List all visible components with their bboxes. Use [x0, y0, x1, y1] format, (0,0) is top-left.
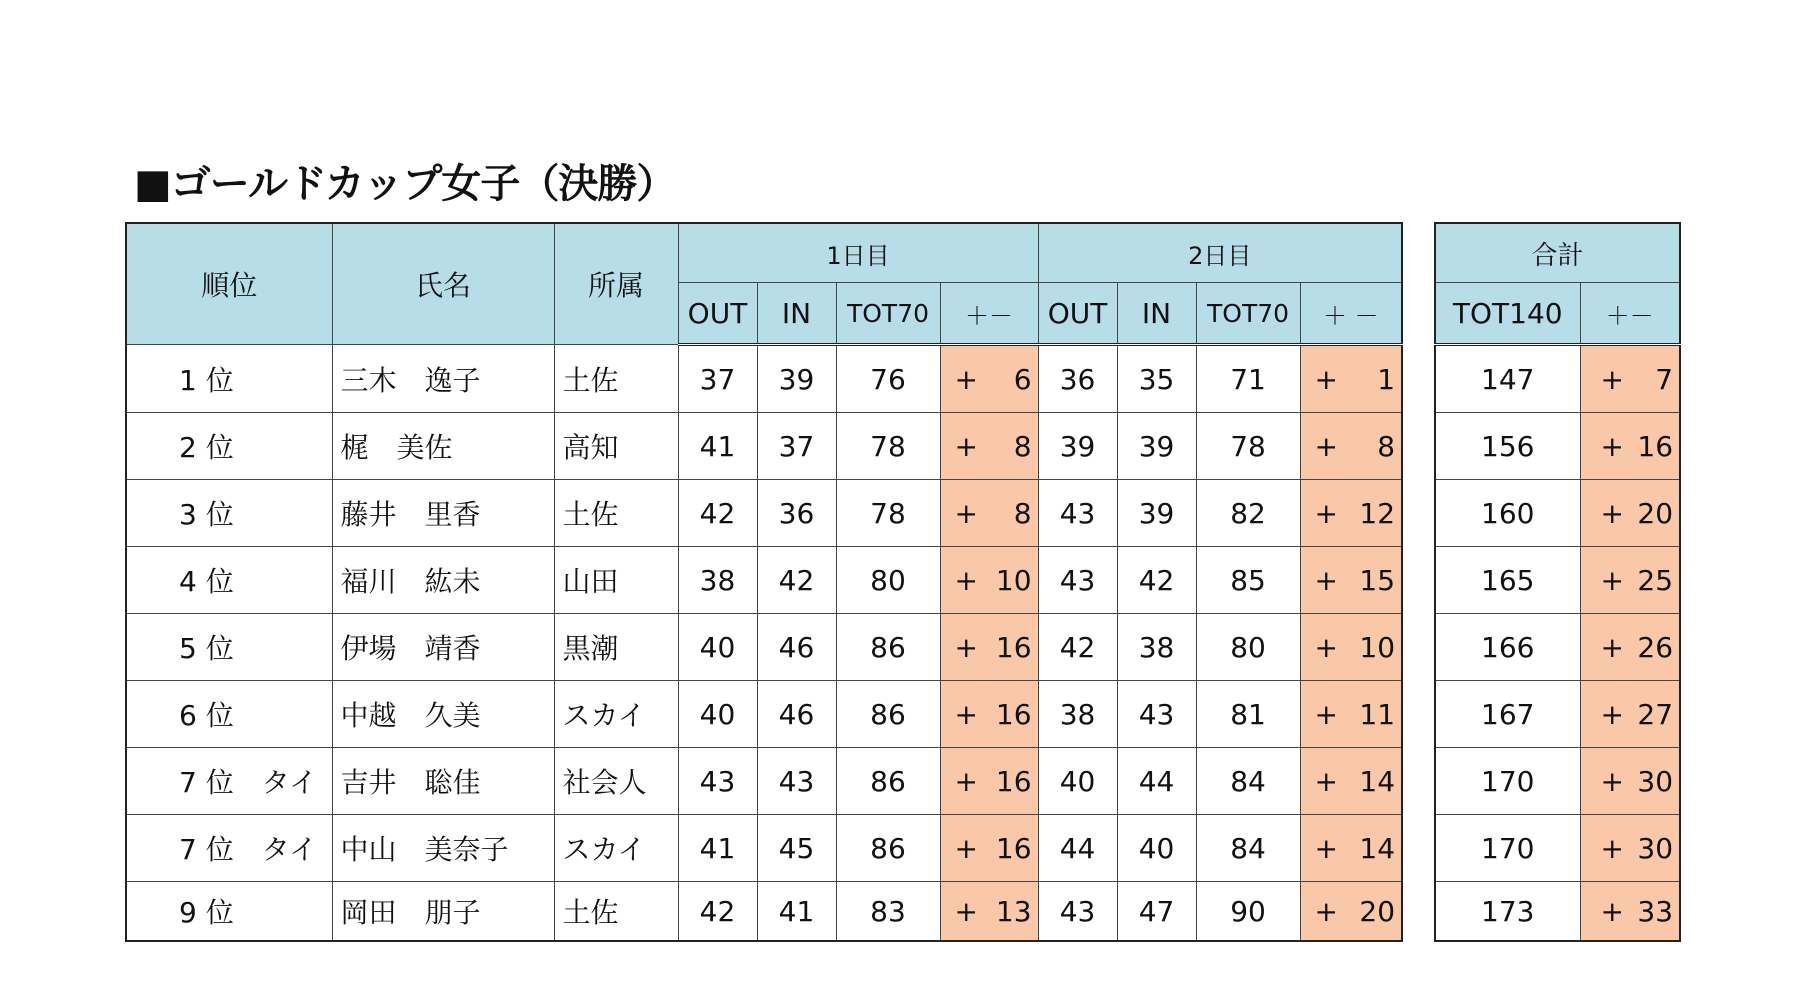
day2-plus-minus-cell-value: 14	[1359, 831, 1396, 865]
day2-plus-minus-cell	[1300, 681, 1402, 748]
day2-plus-minus-cell-value: 12	[1359, 496, 1396, 530]
day1-out-cell: 38	[678, 547, 757, 614]
header-day2-plus-minus: ＋ －	[1300, 283, 1402, 345]
day2-plus-minus-cell-sign: +	[1314, 429, 1338, 463]
day2-plus-minus-cell-value: 10	[1359, 630, 1396, 664]
day2-in-cell: 44	[1117, 748, 1196, 815]
day2-tot70-cell: 71	[1196, 345, 1300, 413]
day2-plus-minus-cell-sign: +	[1314, 831, 1338, 865]
day2-plus-minus-cell-sign: +	[1314, 630, 1338, 664]
day2-out-cell: 42	[1038, 614, 1117, 681]
table-row	[126, 681, 1402, 748]
tot140-cell: 160	[1435, 480, 1580, 547]
day2-plus-minus-cell-sign: +	[1314, 894, 1338, 928]
header-tot140: TOT140	[1435, 283, 1580, 345]
day2-out-cell: 36	[1038, 345, 1117, 413]
total-plus-minus-cell-sign: +	[1600, 894, 1624, 928]
table-row	[126, 345, 1402, 413]
header-name: 氏名	[332, 223, 554, 345]
day1-plus-minus-cell-sign: +	[954, 697, 978, 731]
total-table	[1434, 222, 1681, 942]
rank-cell: 9 位	[126, 882, 332, 942]
day1-tot70-cell: 86	[836, 681, 940, 748]
day2-plus-minus-cell	[1300, 480, 1402, 547]
day2-in-cell: 39	[1117, 413, 1196, 480]
total-plus-minus-cell-value: 20	[1637, 496, 1674, 530]
day2-in-cell: 35	[1117, 345, 1196, 413]
header-day2: 2日目	[1038, 223, 1402, 283]
day1-plus-minus-cell-sign: +	[954, 496, 978, 530]
name-cell: 三木 逸子	[332, 345, 554, 413]
total-row	[1435, 480, 1680, 547]
total-plus-minus-cell-value: 27	[1637, 697, 1674, 731]
tot140-cell: 166	[1435, 614, 1580, 681]
name-cell: 福川 紘未	[332, 547, 554, 614]
name-cell: 岡田 朋子	[332, 882, 554, 942]
day2-plus-minus-cell-sign: +	[1314, 563, 1338, 597]
day2-tot70-cell: 80	[1196, 614, 1300, 681]
day1-plus-minus-cell-sign: +	[954, 429, 978, 463]
day1-plus-minus-cell	[940, 480, 1038, 547]
header-total: 合計	[1435, 223, 1680, 283]
day1-out-cell: 41	[678, 815, 757, 882]
tot140-cell: 170	[1435, 748, 1580, 815]
day2-plus-minus-cell-value: 15	[1359, 563, 1396, 597]
total-plus-minus-cell-value: 30	[1637, 831, 1674, 865]
rank-cell: 7 位 タイ	[126, 748, 332, 815]
day1-out-cell: 42	[678, 882, 757, 942]
total-plus-minus-cell	[1580, 547, 1680, 614]
total-plus-minus-cell	[1580, 748, 1680, 815]
day1-plus-minus-cell-value: 16	[995, 764, 1032, 798]
tot140-cell: 170	[1435, 815, 1580, 882]
affiliation-cell: 山田	[554, 547, 678, 614]
day2-out-cell: 40	[1038, 748, 1117, 815]
day1-tot70-cell: 86	[836, 614, 940, 681]
day1-plus-minus-cell-sign: +	[954, 831, 978, 865]
total-plus-minus-cell-sign: +	[1600, 764, 1624, 798]
name-cell: 梶 美佐	[332, 413, 554, 480]
tot140-cell: 165	[1435, 547, 1580, 614]
day2-out-cell: 43	[1038, 480, 1117, 547]
day1-tot70-cell: 76	[836, 345, 940, 413]
rank-cell: 6 位	[126, 681, 332, 748]
affiliation-cell: 社会人	[554, 748, 678, 815]
day2-plus-minus-cell-sign: +	[1314, 697, 1338, 731]
day1-plus-minus-cell	[940, 614, 1038, 681]
total-row	[1435, 345, 1680, 413]
total-plus-minus-cell-value: 25	[1637, 563, 1674, 597]
tot140-cell: 156	[1435, 413, 1580, 480]
header-day2-out: OUT	[1038, 283, 1117, 345]
day1-plus-minus-cell-sign: +	[954, 563, 978, 597]
total-plus-minus-cell-sign: +	[1600, 697, 1624, 731]
tot140-cell: 167	[1435, 681, 1580, 748]
day2-out-cell: 39	[1038, 413, 1117, 480]
day1-plus-minus-cell-value: 8	[1013, 429, 1032, 463]
name-cell: 伊場 靖香	[332, 614, 554, 681]
total-plus-minus-cell-value: 16	[1637, 429, 1674, 463]
day1-out-cell: 43	[678, 748, 757, 815]
total-plus-minus-cell	[1580, 345, 1680, 413]
rank-cell: 3 位	[126, 480, 332, 547]
day2-in-cell: 43	[1117, 681, 1196, 748]
total-plus-minus-cell	[1580, 815, 1680, 882]
tot140-cell: 147	[1435, 345, 1580, 413]
header-rank: 順位	[126, 223, 332, 345]
header-day1-plus-minus: ＋－	[940, 283, 1038, 345]
results-body	[126, 345, 1402, 942]
rank-cell: 4 位	[126, 547, 332, 614]
day1-plus-minus-cell-sign: +	[954, 894, 978, 928]
day1-in-cell: 41	[757, 882, 836, 942]
day1-in-cell: 39	[757, 345, 836, 413]
total-header-row-1	[1435, 223, 1680, 283]
day2-in-cell: 38	[1117, 614, 1196, 681]
day2-in-cell: 39	[1117, 480, 1196, 547]
day2-out-cell: 44	[1038, 815, 1117, 882]
header-day1: 1日目	[678, 223, 1038, 283]
day1-tot70-cell: 78	[836, 480, 940, 547]
day2-tot70-cell: 82	[1196, 480, 1300, 547]
day2-in-cell: 47	[1117, 882, 1196, 942]
affiliation-cell: スカイ	[554, 681, 678, 748]
day2-tot70-cell: 81	[1196, 681, 1300, 748]
day1-in-cell: 46	[757, 614, 836, 681]
affiliation-cell: 土佐	[554, 345, 678, 413]
total-row	[1435, 681, 1680, 748]
total-plus-minus-cell	[1580, 614, 1680, 681]
total-header-row-2	[1435, 283, 1680, 345]
day2-tot70-cell: 84	[1196, 748, 1300, 815]
day2-plus-minus-cell-value: 20	[1359, 894, 1396, 928]
total-plus-minus-cell-sign: +	[1600, 362, 1624, 396]
total-plus-minus-cell-sign: +	[1600, 429, 1624, 463]
day1-plus-minus-cell-sign: +	[954, 362, 978, 396]
day2-plus-minus-cell	[1300, 345, 1402, 413]
table-row	[126, 480, 1402, 547]
total-plus-minus-cell	[1580, 681, 1680, 748]
total-plus-minus-cell	[1580, 882, 1680, 942]
day1-plus-minus-cell-value: 16	[995, 831, 1032, 865]
table-row	[126, 815, 1402, 882]
day1-plus-minus-cell-sign: +	[954, 630, 978, 664]
results-table	[125, 222, 1403, 942]
table-row	[126, 614, 1402, 681]
name-cell: 吉井 聡佳	[332, 748, 554, 815]
day1-out-cell: 42	[678, 480, 757, 547]
day1-tot70-cell: 83	[836, 882, 940, 942]
header-affiliation: 所属	[554, 223, 678, 345]
header-day2-in: IN	[1117, 283, 1196, 345]
rank-cell: 2 位	[126, 413, 332, 480]
affiliation-cell: 高知	[554, 413, 678, 480]
name-cell: 中越 久美	[332, 681, 554, 748]
day2-plus-minus-cell	[1300, 614, 1402, 681]
day1-plus-minus-cell-sign: +	[954, 764, 978, 798]
day2-plus-minus-cell-sign: +	[1314, 496, 1338, 530]
day2-tot70-cell: 78	[1196, 413, 1300, 480]
total-plus-minus-cell-value: 30	[1637, 764, 1674, 798]
day2-plus-minus-cell	[1300, 413, 1402, 480]
day1-out-cell: 37	[678, 345, 757, 413]
day2-plus-minus-cell	[1300, 815, 1402, 882]
day2-in-cell: 40	[1117, 815, 1196, 882]
day1-plus-minus-cell-value: 6	[1013, 362, 1032, 396]
day2-out-cell: 38	[1038, 681, 1117, 748]
total-row	[1435, 614, 1680, 681]
day1-in-cell: 43	[757, 748, 836, 815]
day2-tot70-cell: 84	[1196, 815, 1300, 882]
day1-tot70-cell: 86	[836, 815, 940, 882]
table-row	[126, 547, 1402, 614]
day1-tot70-cell: 80	[836, 547, 940, 614]
day1-plus-minus-cell	[940, 547, 1038, 614]
total-plus-minus-cell-value: 7	[1655, 362, 1674, 396]
day1-plus-minus-cell	[940, 413, 1038, 480]
day1-tot70-cell: 78	[836, 413, 940, 480]
header-day1-tot70: TOT70	[836, 283, 940, 345]
day2-plus-minus-cell-sign: +	[1314, 764, 1338, 798]
day1-out-cell: 40	[678, 681, 757, 748]
header-day2-tot70: TOT70	[1196, 283, 1300, 345]
total-plus-minus-cell-value: 26	[1637, 630, 1674, 664]
day1-plus-minus-cell	[940, 815, 1038, 882]
total-plus-minus-cell	[1580, 413, 1680, 480]
total-row	[1435, 815, 1680, 882]
page-title: ■ゴールドカップ女子（決勝）	[134, 161, 676, 207]
day2-tot70-cell: 90	[1196, 882, 1300, 942]
day2-out-cell: 43	[1038, 882, 1117, 942]
total-plus-minus-cell-value: 33	[1637, 894, 1674, 928]
day1-in-cell: 42	[757, 547, 836, 614]
day2-plus-minus-cell	[1300, 748, 1402, 815]
day2-tot70-cell: 85	[1196, 547, 1300, 614]
total-plus-minus-cell-sign: +	[1600, 563, 1624, 597]
day2-plus-minus-cell-value: 1	[1377, 362, 1396, 396]
day1-plus-minus-cell-value: 10	[995, 563, 1032, 597]
day2-plus-minus-cell	[1300, 547, 1402, 614]
day1-plus-minus-cell-value: 16	[995, 630, 1032, 664]
day1-in-cell: 36	[757, 480, 836, 547]
day1-in-cell: 46	[757, 681, 836, 748]
affiliation-cell: スカイ	[554, 815, 678, 882]
table-row	[126, 748, 1402, 815]
total-row	[1435, 882, 1680, 942]
day1-plus-minus-cell	[940, 681, 1038, 748]
day1-in-cell: 37	[757, 413, 836, 480]
total-plus-minus-cell	[1580, 480, 1680, 547]
name-cell: 藤井 里香	[332, 480, 554, 547]
name-cell: 中山 美奈子	[332, 815, 554, 882]
rank-cell: 1 位	[126, 345, 332, 413]
day2-out-cell: 43	[1038, 547, 1117, 614]
day1-plus-minus-cell-value: 8	[1013, 496, 1032, 530]
day1-out-cell: 41	[678, 413, 757, 480]
total-row	[1435, 547, 1680, 614]
day1-plus-minus-cell	[940, 748, 1038, 815]
total-row	[1435, 413, 1680, 480]
day1-plus-minus-cell-value: 16	[995, 697, 1032, 731]
day2-plus-minus-cell-sign: +	[1314, 362, 1338, 396]
header-day1-in: IN	[757, 283, 836, 345]
rank-cell: 7 位 タイ	[126, 815, 332, 882]
total-row	[1435, 748, 1680, 815]
header-row-1	[126, 223, 1402, 283]
affiliation-cell: 土佐	[554, 480, 678, 547]
table-row	[126, 882, 1402, 942]
table-row	[126, 413, 1402, 480]
day1-plus-minus-cell-value: 13	[995, 894, 1032, 928]
day2-plus-minus-cell-value: 8	[1377, 429, 1396, 463]
day2-in-cell: 42	[1117, 547, 1196, 614]
total-plus-minus-cell-sign: +	[1600, 630, 1624, 664]
header-day1-out: OUT	[678, 283, 757, 345]
day1-out-cell: 40	[678, 614, 757, 681]
total-body	[1435, 345, 1680, 942]
day1-in-cell: 45	[757, 815, 836, 882]
day2-plus-minus-cell-value: 14	[1359, 764, 1396, 798]
day1-plus-minus-cell	[940, 882, 1038, 942]
total-plus-minus-cell-sign: +	[1600, 496, 1624, 530]
rank-cell: 5 位	[126, 614, 332, 681]
total-plus-minus-cell-sign: +	[1600, 831, 1624, 865]
day1-plus-minus-cell	[940, 345, 1038, 413]
day2-plus-minus-cell-value: 11	[1359, 697, 1396, 731]
day2-plus-minus-cell	[1300, 882, 1402, 942]
day1-tot70-cell: 86	[836, 748, 940, 815]
affiliation-cell: 黒潮	[554, 614, 678, 681]
tot140-cell: 173	[1435, 882, 1580, 942]
header-total-plus-minus: ＋－	[1580, 283, 1680, 345]
affiliation-cell: 土佐	[554, 882, 678, 942]
